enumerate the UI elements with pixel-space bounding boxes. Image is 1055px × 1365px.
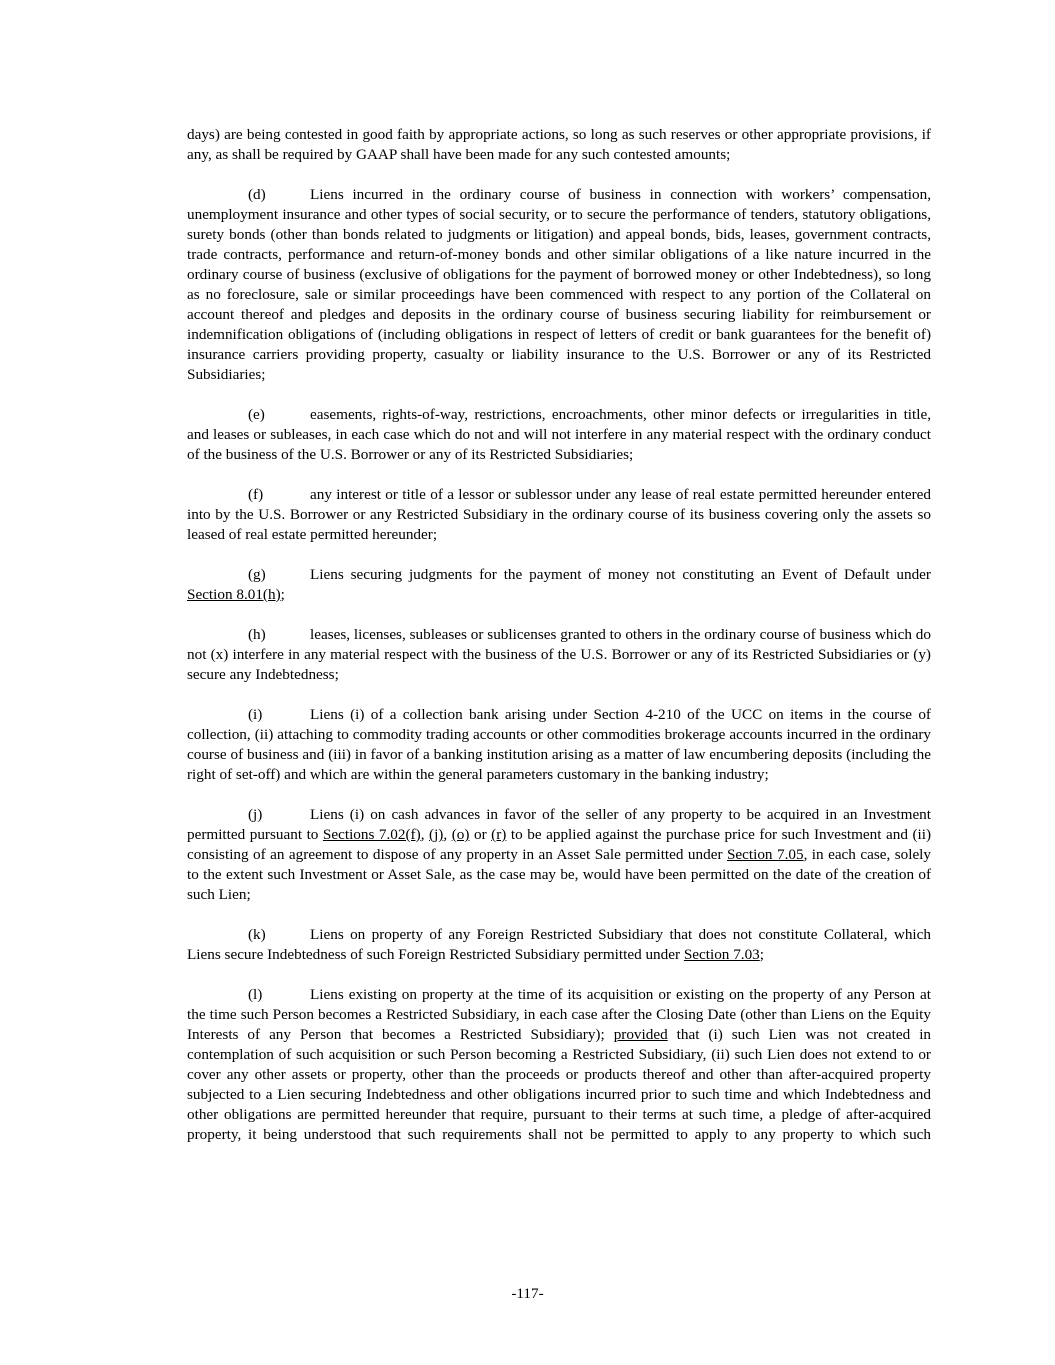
- separator: ,: [420, 826, 430, 843]
- clause-marker: (l): [248, 986, 263, 1003]
- page-number: -117-: [511, 1285, 544, 1302]
- paragraph-text: days) are being contested in good faith by appropriate actions, so long as such reserves or other appropriate provisions, if any, as shall be required by GAAP shall have been made for any such contested amounts;: [187, 126, 931, 163]
- clause-text-end: , in each case, solely to the extent such Investment or Asset Sale, as the case may be, would have been permitted on the date of the creation of such Lien;: [187, 846, 931, 903]
- section-reference: Section 8.01(h): [187, 586, 281, 603]
- clause-marker: (j): [248, 806, 263, 823]
- provided-term: provided: [613, 1026, 668, 1043]
- clause-text: Liens on property of any Foreign Restricted Subsidiary that does not constitute Collateral, which Liens secure Indebtedness of such Foreign Restricted Subsidiary permitted under: [187, 926, 931, 963]
- section-reference: (r): [491, 826, 507, 843]
- section-reference: (j): [429, 826, 444, 843]
- clause-marker: (k): [248, 926, 266, 943]
- clause-text: Liens (i) of a collection bank arising under Section 4-210 of the UCC on items in the course of collection, (ii) attaching to commodity trading accounts or other commodities brokerage accounts incurred in the ordinary course of business and (iii) in favor of a banking institution arising as a matter of law encumbering deposits (including the right of set-off) and which are within the general parameters customary in the banking industry;: [187, 706, 931, 783]
- separator: or: [469, 826, 492, 843]
- clause-text: any interest or title of a lessor or sublessor under any lease of real estate permitted hereunder entered into by the U.S. Borrower or any Restricted Subsidiary in the ordinary course of its business covering only the assets so leased of real estate permitted hereunder;: [187, 486, 931, 543]
- clause-text-end: ;: [280, 586, 285, 603]
- clause-g: [187, 565, 931, 605]
- clause-text-end: ;: [759, 946, 765, 963]
- separator: ,: [443, 826, 452, 843]
- section-reference: Section 7.03: [683, 946, 760, 963]
- clause-text: Liens existing on property at the time of its acquisition or existing on the property of any Person at the time such Person becomes a Restricted Subsidiary, in each case after the Closing Date (other than Liens on the Equity Interests of any Person that becomes a Restricted Subsidiary);: [187, 986, 931, 1043]
- clause-i: [187, 705, 931, 785]
- document-page: [187, 125, 931, 1165]
- clause-text: to be applied against the purchase price for such Investment and (ii) consisting of an agreement to dispose of any property in an Asset Sale permitted under: [187, 826, 932, 863]
- clause-text: Liens (i) on cash advances in favor of the seller of any property to be acquired in an Investment permitted pursuant to: [187, 806, 931, 843]
- clause-marker: (i): [248, 706, 263, 723]
- section-reference: Sections 7.02(f): [322, 826, 421, 843]
- clause-text: Liens incurred in the ordinary course of business in connection with workers’ compensation, unemployment insurance and other types of social security, or to secure the performance of tenders, statutory obligations, surety bonds (other than bonds related to judgments or litigation) and appeal bonds, bids, leases, government contracts, trade contracts, performance and return-of-money bonds and other similar obligations of a like nature incurred in the ordinary course of business (exclusive of obligations for the payment of borrowed money or other Indebtedness), so long as no foreclosure, sale or similar proceedings have been commenced with respect to any portion of the Collateral on account thereof and pledges and deposits in the ordinary course of business securing liability for reimbursement or indemnification obligations of (including obligations in respect of letters of credit or bank guarantees for the benefit of) insurance carriers providing property, casualty or liability insurance to the U.S. Borrower or any of its Restricted Subsidiaries;: [187, 186, 931, 383]
- clause-marker: (e): [248, 406, 265, 423]
- paragraph-continuation: [187, 125, 931, 165]
- clause-k: [187, 925, 931, 965]
- clause-e: [187, 405, 931, 465]
- clause-h: [187, 625, 931, 685]
- clause-j: [187, 805, 931, 905]
- clause-marker: (g): [248, 566, 266, 583]
- section-reference: Section 7.05: [726, 846, 804, 863]
- clause-marker: (f): [248, 486, 264, 503]
- section-reference: (o): [451, 826, 470, 843]
- clause-marker: (d): [248, 186, 266, 203]
- clause-text: Liens securing judgments for the payment of money not constituting an Event of Default under: [310, 566, 931, 583]
- clause-f: [187, 485, 931, 545]
- clause-text: leases, licenses, subleases or sublicenses granted to others in the ordinary course of business which do not (x) interfere in any material respect with the business of the U.S. Borrower or any of its Restricted Subsidiaries or (y) secure any Indebtedness;: [187, 626, 931, 683]
- clause-marker: (h): [248, 626, 266, 643]
- clause-text: easements, rights-of-way, restrictions, encroachments, other minor defects or irregularities in title, and leases or subleases, in each case which do not and will not interfere in any material respect with the ordinary conduct of the business of the U.S. Borrower or any of its Restricted Subsidiaries;: [187, 406, 931, 463]
- clause-d: [187, 185, 931, 385]
- clause-l: [187, 985, 931, 1145]
- clause-text-end: that (i) such Lien was not created in contemplation of such acquisition or such Person becoming a Restricted Subsidiary, (ii) such Lien does not extend to or cover any other assets or property, other than the proceeds or products thereof and other than after-acquired property subjected to a Lien securing Indebtedness and other obligations incurred prior to such time and which Indebtedness and other obligations are permitted hereunder that require, pursuant to their terms at such time, a pledge of after-acquired property, it being understood that such requirements shall not be permitted to apply to any property to which such: [187, 1026, 932, 1143]
